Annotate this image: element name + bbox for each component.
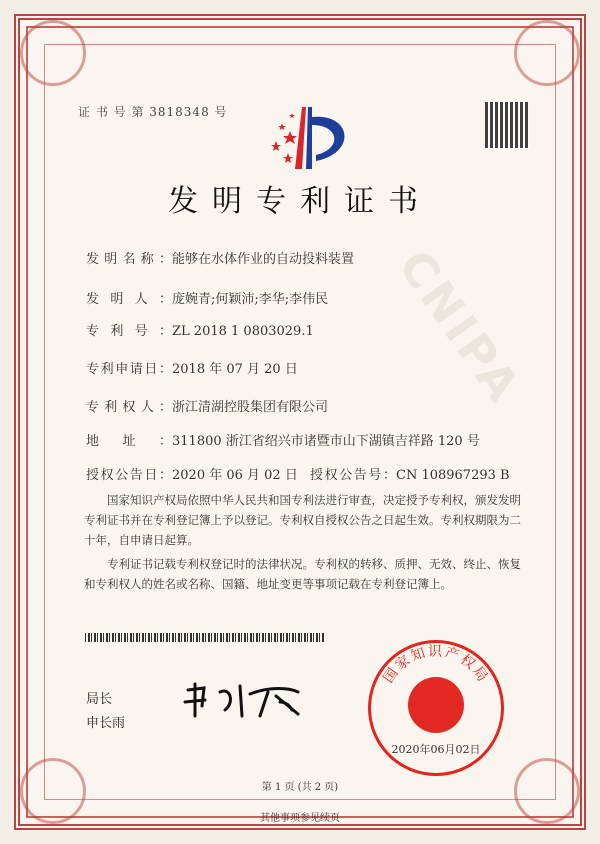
- seal-date: 2020年06月02日: [391, 743, 481, 756]
- field-value: 2018 年 07 月 20 日: [172, 362, 298, 377]
- certificate-title: 发明专利证书: [168, 184, 432, 219]
- cnipa-logo: [262, 103, 357, 173]
- signature: [180, 672, 310, 722]
- field-value: 2020 年 06 月 02 日: [172, 468, 298, 483]
- field-label: 专利权人：: [86, 400, 172, 415]
- star-icon: [283, 131, 297, 144]
- field-value: 能够在水体作业的自动投料装置: [172, 252, 355, 267]
- star-icon: [278, 123, 286, 130]
- field-grant-date: [86, 464, 298, 483]
- field-label: 发明人：: [86, 292, 172, 307]
- signatory-name: 申长雨: [86, 716, 126, 731]
- field-label: 发明名称：: [86, 252, 172, 267]
- star-icon: [289, 113, 295, 118]
- corner-ornament: [514, 20, 580, 86]
- star-icon: [283, 153, 293, 163]
- field-grant-number: [310, 464, 510, 483]
- field-label: 地址：: [86, 434, 172, 449]
- field-label: 专利申请日：: [86, 362, 172, 377]
- logo-blue-stem: [306, 107, 312, 169]
- field-application-date: [86, 358, 298, 377]
- field-value: CN 108967293 B: [396, 468, 510, 483]
- logo-blue-bowl: [312, 117, 344, 161]
- field-value: 浙江清湖控股集团有限公司: [172, 400, 329, 415]
- field-invention-name: [86, 248, 354, 267]
- field-label: 专利号：: [86, 324, 172, 339]
- field-value: ZL 2018 1 0803029.1: [172, 324, 314, 339]
- field-value: 311800 浙江省绍兴市诸暨市山下湖镇吉祥路 120 号: [172, 434, 480, 449]
- seal-text: 国家知识产权局: [380, 643, 492, 687]
- field-address: [86, 430, 480, 449]
- field-patent-number: [86, 320, 314, 339]
- field-patentee: [86, 396, 328, 415]
- field-label: 授权公告号：: [310, 468, 396, 483]
- watermark: CNIPA: [387, 240, 533, 414]
- logo-red-stroke: [295, 107, 306, 169]
- legal-paragraph: 专利证书记载专利权登记时的法律状况。专利权的转移、质押、无效、终止、恢复和专利权人的姓名或名称、国籍、地址变更等事项记载在专利登记簿上。: [84, 557, 521, 591]
- corner-ornament: [20, 20, 86, 86]
- signatory-title: 局长: [86, 692, 113, 707]
- certificate-number: 证 书 号 第 3818348 号: [78, 105, 228, 119]
- continuation-note: 其他事项参见续页: [260, 813, 340, 824]
- star-icon: [271, 141, 281, 151]
- national-emblem-icon: [408, 677, 464, 733]
- legal-paragraph: 国家知识产权局依照中华人民共和国专利法进行审查，决定授予专利权，颁发发明专利证书并在专利登记簿上予以登记。专利权自授权公告之日起生效。专利权期限为二十年，自申请日起算。: [84, 493, 521, 547]
- field-label: 授权公告日：: [86, 468, 172, 483]
- barcode: [85, 633, 325, 642]
- page-indicator: 第 1 页 (共 2 页): [261, 782, 339, 793]
- field-inventors: [86, 288, 328, 307]
- qr-code[interactable]: [485, 102, 529, 148]
- field-value: 庞婉青;何颖沛;李华;李伟民: [172, 292, 329, 307]
- official-seal: [368, 640, 504, 776]
